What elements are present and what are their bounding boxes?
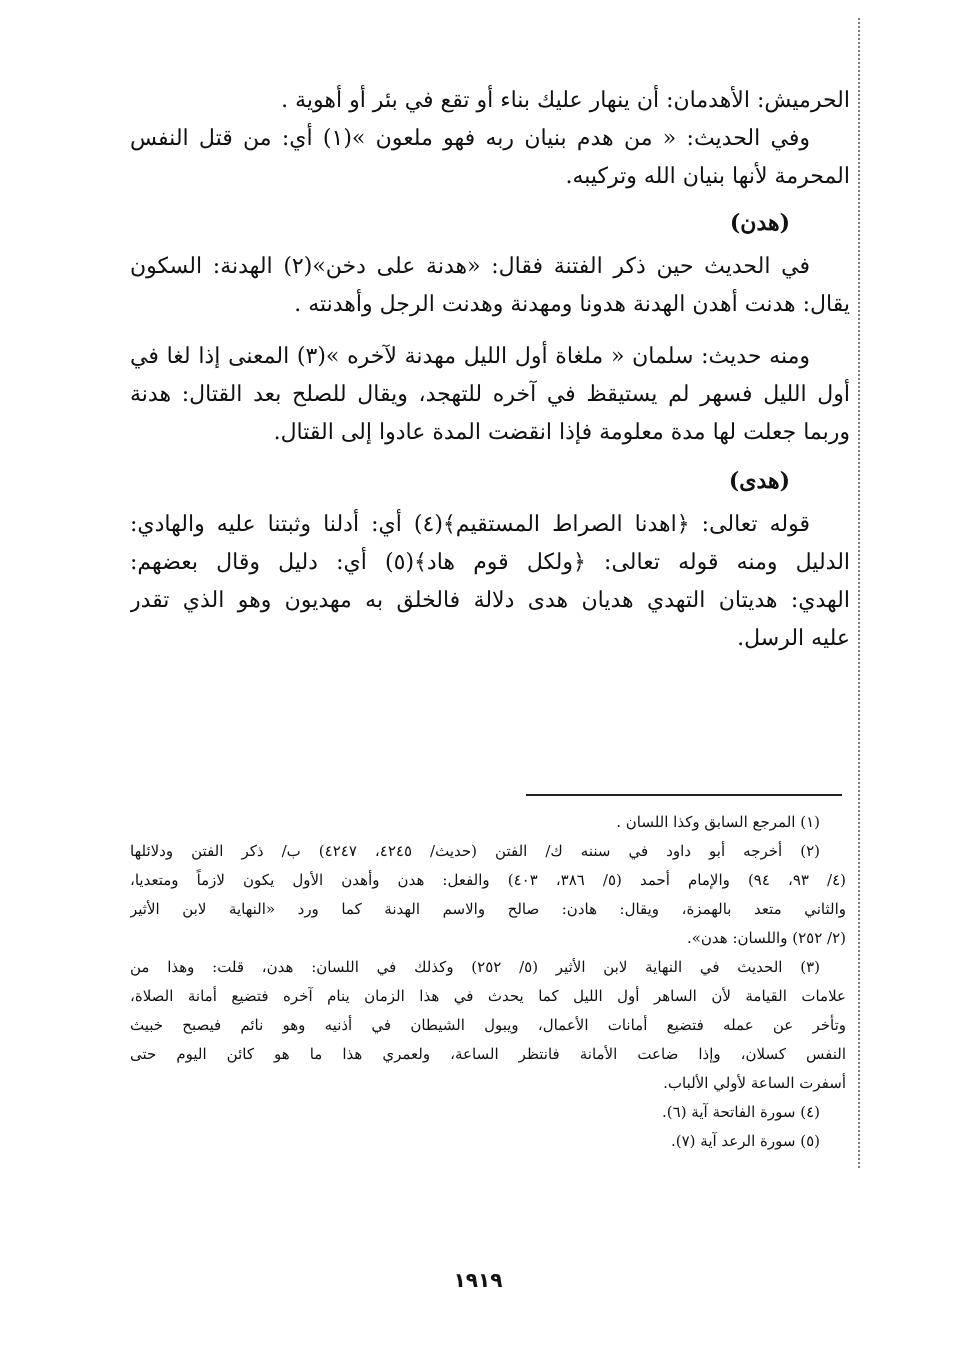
paragraph-line: الدليل ومنه قوله تعالى: ﴿ولكل قوم هاد﴾(٥) أي: دليل وقال بعضهم: (130, 550, 850, 575)
footnote-line: النفس كسلان، وإذا ضاعت الأمانة فانتظر الساعة، ولعمري هذا ما هو كائن اليوم حتى (130, 1045, 846, 1063)
footnote-line: علامات القيامة لأن الساهر أول الليل كما يحدث في هذا الزمان ينام آخره فتضيع أمانة الصلاة، (130, 987, 846, 1005)
paragraph-line: وفي الحديث: « من هدم بنيان ربه فهو ملعون »(١) أي: من قتل النفس (130, 126, 811, 151)
paragraph-line: في الحديث حين ذكر الفتنة فقال: «هدنة على دخن»(٢) الهدنة: السكون (130, 254, 810, 279)
footnote-line: وتأخر عن عمله فتضيع أمانات الأعمال، ويبول الشيطان في أذنيه وهو نائم فيصبح خبيث (130, 1016, 846, 1034)
paragraph-line: قوله تعالى: ﴿اهدنا الصراط المستقيم﴾(٤) أي: أدلنا وثبتنا عليه والهادي: (130, 512, 810, 537)
paragraph-line: ومنه حديث: سلمان « ملغاة أول الليل مهدنة لآخره »(٣) المعنى إذا لغا في (130, 344, 810, 369)
section-heading: (هدن) (729, 210, 790, 236)
footnote-line: (٢) أخرجه أبو داود في سننه ك/ الفتن (حديث/ ٤٢٤٥، ٤٢٤٧) ب/ ذكر الفتن ودلائلها (130, 842, 821, 860)
footnote-line: (٤) سورة الفاتحة آية (٦). (662, 1103, 820, 1121)
footnote-line: والثاني متعد بالهمزة، ويقال: هادن: صالح والاسم الهدنة كما ورد «النهاية لابن الأثير (130, 900, 846, 918)
footnote-line: (١) المرجع السابق وكذا اللسان . (616, 813, 820, 831)
footnote-line: (٢/ ٢٥٢) واللسان: هدن». (686, 929, 846, 947)
page-number: ١٩١٩ (453, 1268, 503, 1292)
section-heading: (هدى) (728, 468, 790, 494)
footnote-line: (٣) الحديث في النهاية لابن الأثير (٥/ ٢٥٢) وكذلك في اللسان: هدن، قلت: وهذا من (130, 958, 820, 976)
paragraph-line: يقال: هدنت أهدن الهدنة هدونا ومهدنة وهدنت الرجل وأهدنته . (294, 292, 850, 317)
page-edge-dotted-line (858, 18, 860, 1168)
footnotes (130, 808, 846, 1156)
paragraph-line: عليه الرسل. (737, 626, 850, 651)
main-text (130, 82, 850, 658)
footnote-line: (٥) سورة الرعد آية (٧). (670, 1132, 820, 1150)
footnote-line: (٤/ ٩٣، ٩٤) والإمام أحمد (٥/ ٣٨٦، ٤٠٣) والفعل: هدن وأهدن الأول يكون لازماً ومتعديا، (130, 871, 846, 889)
footnote-line: أسفرت الساعة لأولي الألباب. (663, 1074, 846, 1092)
paragraph-line: الحرميش: الأهدمان: أن ينهار عليك بناء أو تقع في بئر أو أهوية . (281, 88, 850, 113)
paragraph-line: أول الليل فسهر لم يستيقظ في آخره للتهجد، ويقال للصلح بعد القتال: هدنة (130, 382, 850, 407)
paragraph-line: المحرمة لأنها بنيان الله وتركيبه. (565, 164, 850, 189)
paragraph-line: وربما جعلت لها مدة معلومة فإذا انقضت المدة عادوا إلى القتال. (273, 420, 850, 445)
footnote-separator (526, 794, 842, 796)
paragraph-line: الهدي: هديتان التهدي هديان هدى دلالة فالخلق به مهديون وهو الذي تقدر (130, 588, 850, 613)
